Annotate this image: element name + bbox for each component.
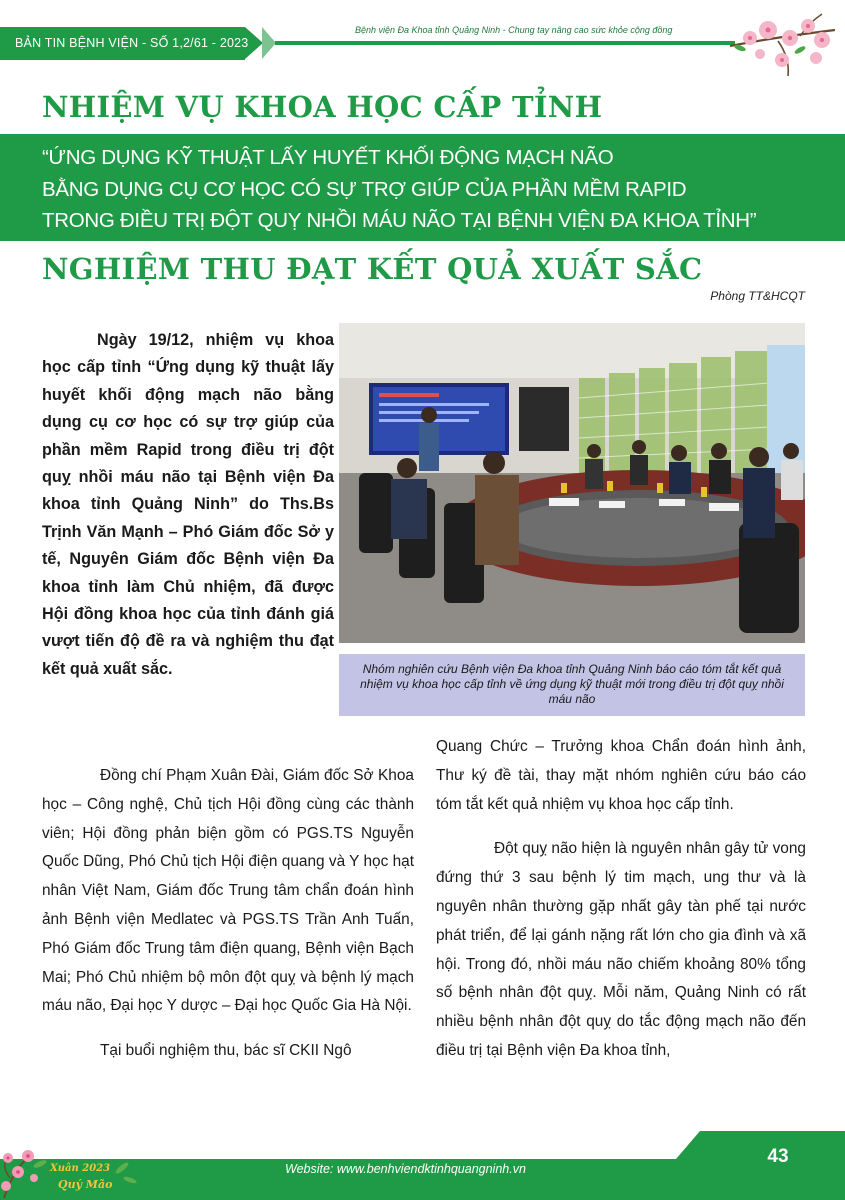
website-link[interactable]: Website: www.benhviendktinhquangninh.vn (285, 1162, 526, 1176)
body-column-left (42, 762, 414, 1066)
header-rule (275, 41, 735, 45)
article-kicker-title: NHIỆM VỤ KHOA HỌC CẤP TỈNH (42, 90, 603, 124)
body-paragraph: Đồng chí Phạm Xuân Đài, Giám đốc Sở Khoa học – Công nghệ, Chủ tịch Hội đồng cùng các thành viên; Hội đồng phản biện gồm có PGS.TS Nguyễn Quốc Dũng, Phó Chủ tịch Hội điện quang và Y học hạt nhân Việt Nam, Giám đốc Trung tâm chẩn đoán hình ảnh Bệnh viện Medlatec và PGS.TS Trần Anh Tuấn, Phó Giám đốc Trung tâm điện quang, Bệnh viện Bạch Mai; Phó Chủ nhiệm bộ môn đột quỵ và bệnh lý mạch máu não, Đại học Y dược – Đại học Quốc Gia Hà Nội. (42, 767, 414, 1015)
footer-tab-slant (676, 1131, 700, 1159)
byline: Phòng TT&HCQT (710, 289, 805, 303)
issue-label: BẢN TIN BỆNH VIỆN - SỐ 1,2/61 - 2023 (15, 36, 249, 50)
photo-caption: Nhóm nghiên cứu Bệnh viện Đa khoa tỉnh Quảng Ninh báo cáo tóm tắt kết quả nhiệm vụ khoa học cấp tỉnh về ứng dụng kỹ thuật mới trong điều trị đột quỵ nhồi máu não (360, 662, 784, 706)
lead-paragraph-block (42, 327, 334, 683)
body-paragraph: Đột quỵ não hiện là nguyên nhân gây tử vong đứng thứ 3 sau bệnh lý tim mạch, ung thư và là nguyên nhân thường gặp nhất gây tàn phế tại nước phát triển, để lại gánh nặng rất lớn cho gia đình và xã hội. Trong đó, nhồi máu não chiếm khoảng 80% tổng số bệnh nhân đột quỵ. Mỗi năm, Quảng Ninh có rất nhiều bệnh nhân đột quỵ do tắc động mạch não đến điều trị tại Bệnh viện Đa khoa tỉnh, (436, 840, 806, 1059)
article-main-title: NGHIỆM THU ĐẠT KẾT QUẢ XUẤT SẮC (42, 252, 703, 286)
header-slogan: Bệnh viện Đa Khoa tỉnh Quảng Ninh - Chung tay nâng cao sức khỏe cộng đồng (355, 25, 673, 35)
peach-blossom-icon (730, 8, 835, 78)
lead-paragraph: Ngày 19/12, nhiệm vụ khoa học cấp tỉnh “Ứng dụng kỹ thuật lấy huyết khối động mạch não bằng dụng cụ cơ học có sự trợ giúp của phần mềm Rapid trong điều trị đột quỵ nhồi máu não tại Bệnh viện Đa khoa tỉnh Quảng Ninh” do Ths.Bs Trịnh Văn Mạnh – Phó Giám đốc Sở y tế, Nguyên Giám đốc Bệnh viện Đa khoa tỉnh làm Chủ nhiệm, đã được Hội đồng khoa học của tỉnh đánh giá vượt tiến độ đề ra và nghiệm thu đạt kết quả xuất sắc. (42, 331, 334, 678)
page-number: 43 (767, 1146, 789, 1167)
footer-logo-line-2: Quý Mão (58, 1178, 113, 1191)
meeting-photo (339, 323, 805, 643)
body-paragraph: Tại buổi nghiệm thu, bác sĩ CKII Ngô (100, 1042, 352, 1060)
subtitle-line-3: TRONG ĐIỀU TRỊ ĐỘT QUỴ NHỒI MÁU NÃO TẠI BỆNH VIỆN ĐA KHOA TỈNH” (42, 209, 757, 232)
header-chevron-shape (262, 27, 276, 59)
body-column-right (436, 733, 806, 1066)
footer-logo-line-1: Xuân 2023 (50, 1163, 111, 1174)
subtitle-line-1: “ỨNG DỤNG KỸ THUẬT LẤY HUYẾT KHỐI ĐỘNG MẠCH NÃO (42, 146, 614, 169)
subtitle-line-2: BẰNG DỤNG CỤ CƠ HỌC CÓ SỰ TRỢ GIÚP CỦA PHẦN MỀM RAPID (42, 178, 687, 201)
body-paragraph: Quang Chức – Trưởng khoa Chẩn đoán hình ảnh, Thư ký đề tài, thay mặt nhóm nghiên cứu báo cáo tóm tắt kết quả nhiệm vụ khoa học cấp tỉnh. (436, 738, 806, 813)
